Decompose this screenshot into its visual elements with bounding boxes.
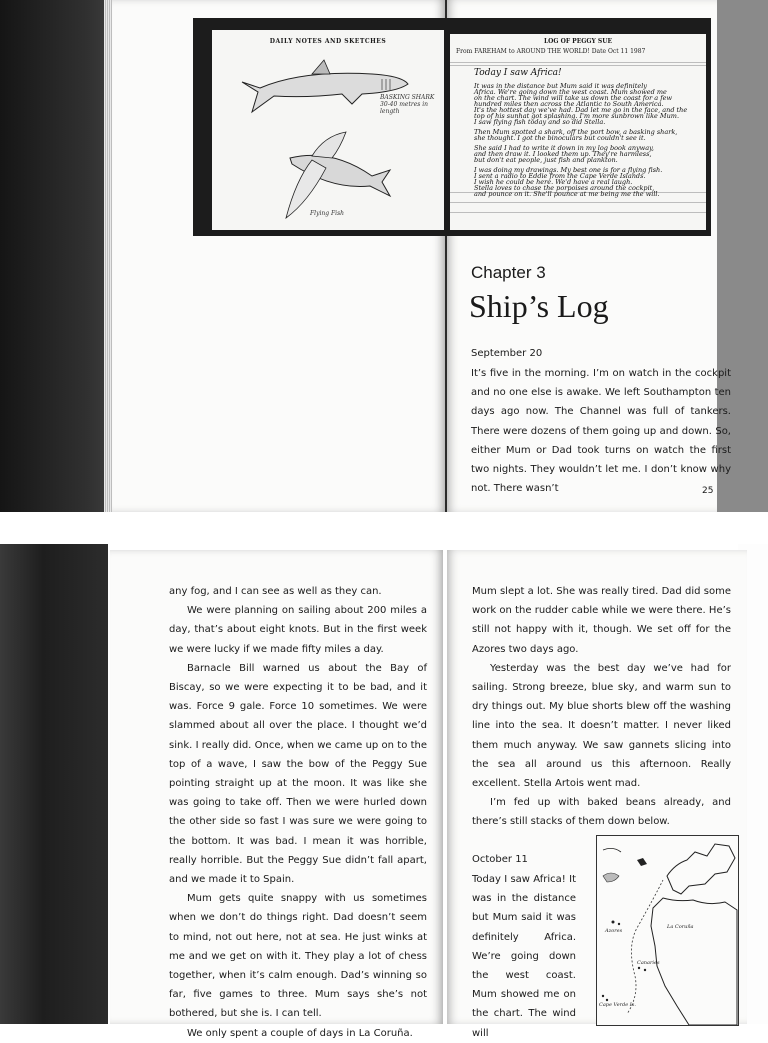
log-line: I wish he could be here. We'd have a real laugh.: [474, 178, 633, 186]
map-label-la-coruna: La Coruña: [667, 924, 694, 930]
scan-gap: [0, 512, 768, 544]
map-label-canaries: Canaries: [637, 960, 660, 966]
page-25-text: [471, 364, 731, 498]
route-map: [596, 835, 739, 1026]
paragraph: Yesterday was the best day we’ve had for sailing. Strong breeze, blue sky, and warm sun to dry things out. My blue shorts blew off the washing line into the sea. It doesn’t matter. I never liked them much anyway. We saw gannets slicing into the sea all around us this afternoon. Really excellent. Stella Artois went mad.: [472, 662, 731, 790]
log-line: on the chart. The wind will take us down the coast for a few: [474, 94, 673, 102]
log-entry-headline: Today I saw Africa!: [474, 68, 562, 78]
log-line: I was doing my drawings. My best one is for a flying fish.: [474, 166, 663, 174]
paragraph: Today I saw Africa! It was in the distance but Mum said it was definitely Africa. We’re going down the west coast. Mum showed me on the chart. The wind will: [472, 874, 576, 1039]
log-line: but don't eat people, just fish and plankton.: [474, 156, 618, 164]
book-cover-edge: [0, 544, 108, 1024]
paragraph: We only spent a couple of days in La Coruña.: [187, 1027, 413, 1039]
map-label-azores: Azores: [605, 928, 623, 934]
shark-caption: BASKING SHARK 30-40 metres in length: [380, 94, 435, 115]
log-line: top of his sunhat got splashing. I'm more sunbrown like Mum.: [474, 112, 680, 120]
map-label-cape-verde: Cape Verde Is.: [599, 1002, 636, 1008]
log-line: and pounce on it. She'll pounce at me being me the will.: [474, 190, 660, 198]
fish-caption: Flying Fish: [310, 210, 345, 217]
paragraph: Barnacle Bill warned us about the Bay of Biscay, so we were expecting it to be bad, and it was. Force 9 gale. Force 10 sometimes. We were slammed about all over the place. I thought we’d sink. I really did. Once, when we came up on to the top of a wave, I saw the bow of the Peggy Sue pointing straight up at the moon. It was like she was going to take off. Then we were hurled down the other side so fast I was sure we were going to the bottom. It was bad. I mean it was horrible, really horrible. But the Peggy Sue didn’t fall apart, and we made it to Spain.: [169, 662, 427, 886]
chapter-title: Ship’s Log: [469, 288, 609, 324]
log-line: Then Mum spotted a shark, off the port bow, a basking shark,: [474, 128, 678, 136]
entry-date: September 20: [471, 348, 543, 359]
log-line: I sent a radio to Eddie from the Cape Verde Islands.: [474, 172, 646, 180]
paragraph: We were planning on sailing about 200 miles a day, that’s about eight knots. But in the first week we were lucky if we made fifty miles a day.: [169, 605, 427, 655]
log-title: LOG OF PEGGY SUE: [543, 38, 613, 45]
page-number: 25: [702, 486, 714, 496]
notes-title: DAILY NOTES AND SKETCHES: [269, 38, 387, 45]
log-line: I saw flying fish today and so did Stella.: [474, 118, 606, 126]
log-route: From FAREHAM to AROUND THE WORLD! Date Oct 11 1987: [456, 48, 646, 55]
paragraph: Mum gets quite snappy with us sometimes when we don’t do things right. Dad doesn’t seem to mind, not out here, not at sea. He just winks at me and we get on with it. They play a lot of chess together, when it’s calm enough. Dad’s winning so far, five games to three. Mum says she’s not bothered, but she is. I can tell.: [169, 893, 427, 1020]
flying-fish-icon: [212, 30, 444, 230]
entry-date: October 11: [472, 854, 528, 865]
paragraph: I’m fed up with baked beans already, and there’s still stacks of them down below.: [472, 797, 731, 828]
log-line: and then draw it. I looked them up. They're harmless,: [474, 150, 652, 158]
log-line: Stella loves to chase the porpoises around the cockpit,: [474, 184, 655, 192]
sketches-page: [212, 30, 444, 230]
log-line: she thought. I got the binoculars but couldn't see it.: [474, 134, 646, 142]
chapter-label: Chapter 3: [471, 263, 546, 282]
book-cover-edge: [0, 0, 108, 512]
log-line: She said I had to write it down in my log book anyway,: [474, 144, 654, 152]
page-27-narrow-text: [472, 870, 576, 1043]
log-line: It's the hottest day we've had. Dad let me go in the face, and the: [474, 106, 688, 114]
log-line: It was in the distance but Mum said it was definitely: [474, 82, 647, 90]
log-line: hundred miles then across the Atlantic to South America.: [474, 100, 664, 108]
paragraph: It’s five in the morning. I’m on watch in the cockpit and no one else is awake. We left Southampton ten days ago now. The Channel was full of tankers. There were dozens of them going up and down. So, either Mum or Dad took turns on watch the first two nights. They wouldn’t let me. I don’t know why not. There wasn’t: [471, 368, 731, 495]
paragraph: Mum slept a lot. She was really tired. Dad did some work on the rudder cable while we were there. He’s still not happy with it, though. We set off for the Azores two days ago.: [472, 586, 731, 655]
page-26-text: [169, 582, 427, 1043]
logbook-page: [450, 34, 706, 230]
paragraph: any fog, and I can see as well as they can.: [169, 586, 382, 597]
page-27-text: [472, 582, 731, 832]
log-line: Africa. We're going down the west coast. Mum showed me: [474, 88, 667, 96]
